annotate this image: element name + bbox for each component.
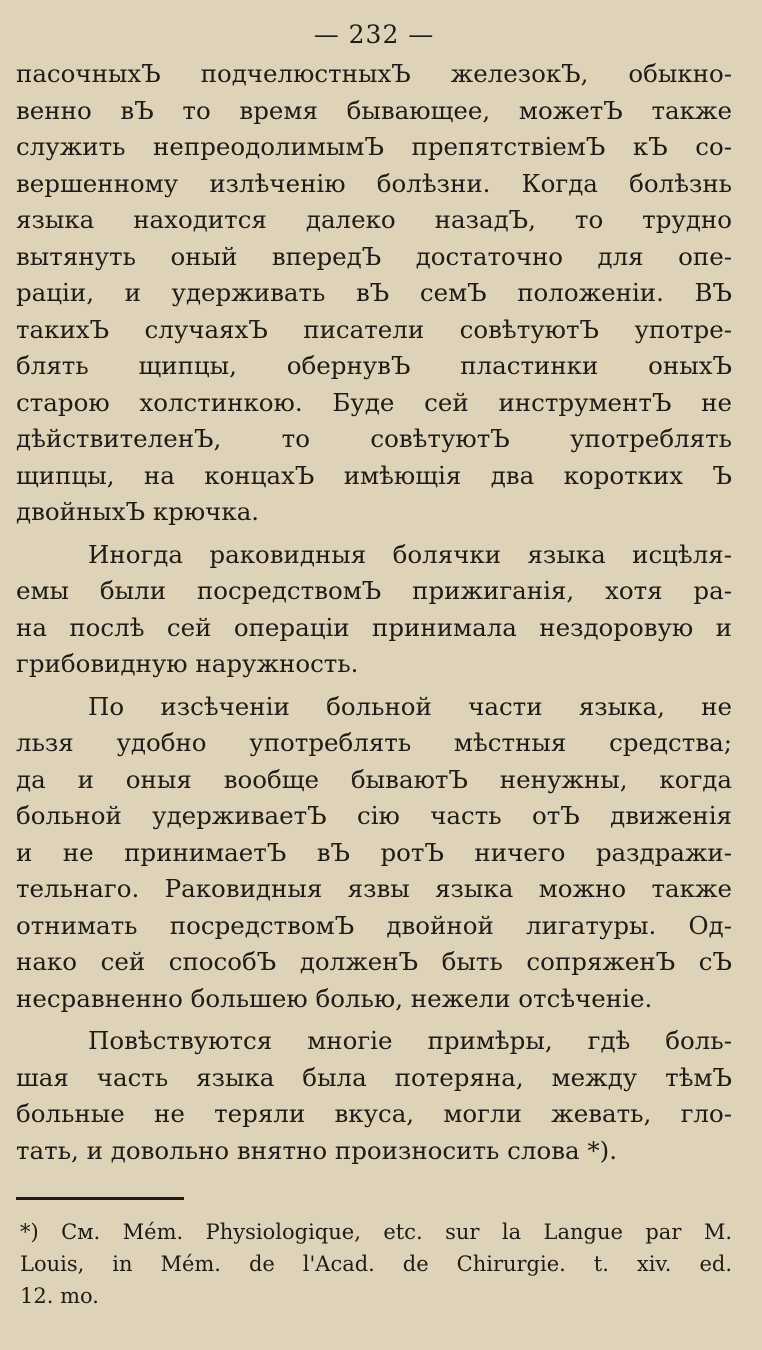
text-line: несравненно большею болью, нежели отсѣченіе. — [16, 983, 653, 1013]
text-line: больной удерживаетЪ сію часть отЪ движенія — [16, 801, 732, 830]
text-line: дѣйствителенЪ, то совѣтуютЪ употреблять — [16, 424, 732, 453]
text-line: больные не теряли вкуса, могли жевать, гло- — [16, 1099, 732, 1128]
footnote — [16, 1216, 732, 1312]
body-text — [16, 56, 732, 1169]
text-line: служить непреодолимымЪ препятствіемЪ кЪ со- — [16, 132, 732, 161]
text-line: нако сей способЪ долженЪ быть сопряженЪ сЪ — [16, 947, 732, 976]
footnote-line: 12. mo. — [20, 1284, 99, 1308]
text-line: щипцы, на концахЪ имѣющія два коротких Ъ — [16, 460, 732, 490]
paragraph — [16, 537, 732, 683]
text-line: вершенному излѣченію болѣзни. Когда болѣзнь — [16, 168, 732, 198]
footnote-line: *) См. Mém. Physiologique, etc. sur la Langue par M. — [20, 1220, 732, 1244]
text-line: Иногда раковидныя болячки языка исцѣля- — [88, 539, 732, 569]
text-line: тельнаго. Раковидныя язвы языка можно также — [16, 874, 732, 903]
text-line: на послѣ сей операціи принимала нездоровую и — [16, 612, 732, 642]
text-line: Повѣствуются многіе примѣры, гдѣ боль- — [88, 1026, 732, 1055]
text-line: льзя удобно употреблять мѣстныя средства; — [16, 728, 732, 757]
text-line: тать, и довольно внятно произносить слова *). — [16, 1135, 617, 1165]
text-line: отнимать посредствомЪ двойной лигатуры. Од- — [16, 910, 732, 940]
text-line: языка находится далеко назадЪ, то трудно — [16, 205, 732, 234]
footnote-line: Louis, in Mém. de l'Acad. de Chirurgie. t. xiv. ed. — [20, 1252, 732, 1276]
text-line: раціи, и удерживать вЪ семЪ положеніи. ВЪ — [16, 278, 732, 307]
text-line: и не принимаетЪ вЪ ротЪ ничего раздражи- — [16, 837, 732, 867]
text-line: По изсѣченіи больной части языка, не — [88, 691, 732, 721]
text-line: грибовидную наружность. — [16, 649, 359, 678]
text-line: двойныхЪ крючка. — [16, 497, 260, 526]
paragraph — [16, 689, 732, 1018]
text-line: пасочныхЪ подчелюстныхЪ железокЪ, обыкно- — [16, 59, 732, 88]
text-line: да и оныя вообще бываютЪ ненужны, когда — [16, 764, 732, 794]
text-line: вытянуть оный впередЪ достаточно для опе- — [16, 241, 732, 271]
text-line: венно вЪ то время бывающее, можетЪ также — [16, 95, 732, 125]
text-line: шая часть языка была потеряна, между тѣмЪ — [16, 1062, 732, 1092]
page-number: — 232 — — [313, 20, 435, 49]
text-line: емы были посредствомЪ прижиганія, хотя ра- — [16, 576, 732, 605]
text-line: старою холстинкою. Буде сей инструментЪ не — [16, 387, 732, 417]
paragraph — [16, 56, 732, 531]
text-line: блять щипцы, обернувЪ пластинки оныхЪ — [16, 351, 732, 380]
text-line: такихЪ случаяхЪ писатели совѣтуютЪ употре- — [16, 314, 732, 344]
paragraph — [16, 1023, 732, 1169]
footnote-divider — [16, 1197, 184, 1200]
